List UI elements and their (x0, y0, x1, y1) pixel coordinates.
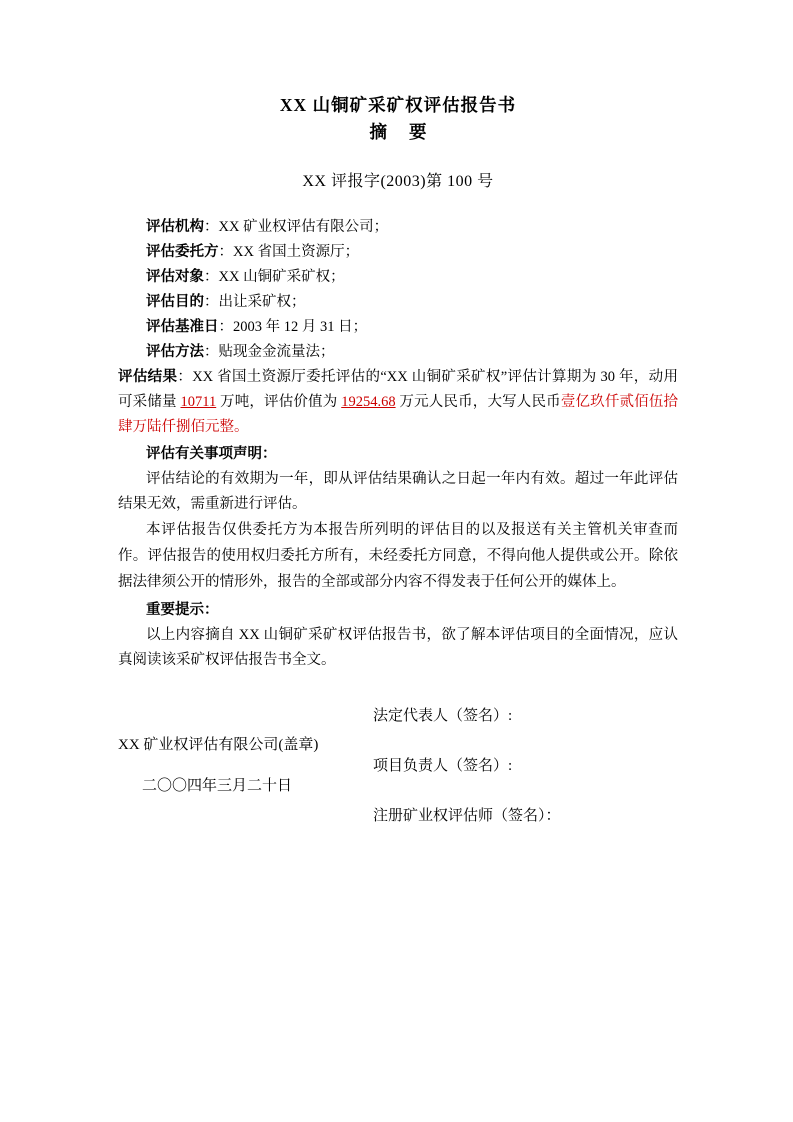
field-value: ：XX 省国土资源厅； (218, 244, 360, 261)
field-row-object (118, 265, 678, 290)
amount-in-words: 壹亿玖仟贰佰伍拾肆万陆仟捌佰元整。 (118, 393, 679, 435)
result-label: 评估结果 (118, 368, 178, 385)
field-value: ：XX 山铜矿采矿权； (204, 269, 345, 286)
statement-heading-colon: ： (262, 445, 277, 462)
signature-project-manager: 项目负责人（签名）: (373, 758, 513, 775)
appraisal-value: 19254.68 (341, 393, 396, 410)
field-label: 评估委托方 (146, 244, 219, 261)
signature-left-block (118, 732, 368, 800)
statement-heading-text: 评估有关事项声明 (146, 445, 262, 462)
field-value: ：贴现金金流量法； (204, 343, 335, 360)
field-value: ：2003 年 12 月 31 日； (218, 319, 368, 335)
field-list (118, 215, 678, 674)
reserve-value: 10711 (180, 393, 217, 410)
field-value: ：XX 矿业权评估有限公司； (204, 219, 389, 236)
field-row-base-date (118, 315, 678, 340)
document-subtitle: 摘要 (369, 122, 449, 143)
result-text-2: 万吨，评估价值为 (216, 393, 342, 410)
signature-area (118, 704, 678, 834)
field-label: 评估基准日 (146, 319, 219, 335)
statement-paragraph-2: 本评估报告仅供委托方为本报告所列明的评估目的以及报送有关主管机关审查而作。评估报告的使用权归委托方所有，未经委托方同意，不得向他人提供或公开。除依据法律须公开的情形外，报告的全部或部分内容不得发表于任何公开的媒体上。 (118, 522, 678, 590)
page-title: XX 山铜矿采矿权评估报告书 (279, 95, 517, 115)
field-row-purpose (118, 290, 678, 315)
signature-right-block (373, 704, 673, 854)
field-label: 评估机构 (146, 219, 204, 236)
statement-paragraph-1: 评估结论的有效期为一年，即从评估结果确认之日起一年内有效。超过一年此评估结果无效，需重新进行评估。 (118, 470, 678, 513)
document-content (118, 92, 678, 834)
field-value: ：出让采矿权； (204, 294, 306, 311)
notice-paragraph: 以上内容摘自 XX 山铜矿采矿权评估报告书，欲了解本评估项目的全面情况，应认真阅读该采矿权评估报告书全文。 (118, 626, 678, 669)
signature-legal-representative: 法定代表人（签名）: (373, 708, 513, 725)
field-label: 评估对象 (146, 269, 204, 286)
field-row-method (118, 340, 678, 365)
field-row-client (118, 240, 678, 265)
result-text-3: 万元人民币， (395, 393, 488, 410)
field-label: 评估目的 (146, 294, 204, 311)
document-number: XX 评报字(2003)第 100 号 (302, 173, 494, 191)
signature-date: 二〇〇四年三月二十日 (142, 778, 293, 795)
signature-company: XX 矿业权评估有限公司(盖章) (118, 737, 319, 754)
result-text-1: ：XX 省国土资源厅委托评估的“XX 山铜矿采矿权”评估计算期为 30 年，动用可采储量 (118, 368, 678, 410)
field-label: 评估方法 (146, 343, 204, 360)
signature-registered-appraiser: 注册矿业权评估师（签名）： (373, 808, 561, 825)
field-row-result (118, 365, 678, 440)
field-row-appraisal-agency (118, 215, 678, 240)
result-text-4: 大写人民币 (487, 393, 561, 410)
statement-heading (118, 442, 678, 467)
notice-heading: 重要提示： (146, 601, 219, 618)
